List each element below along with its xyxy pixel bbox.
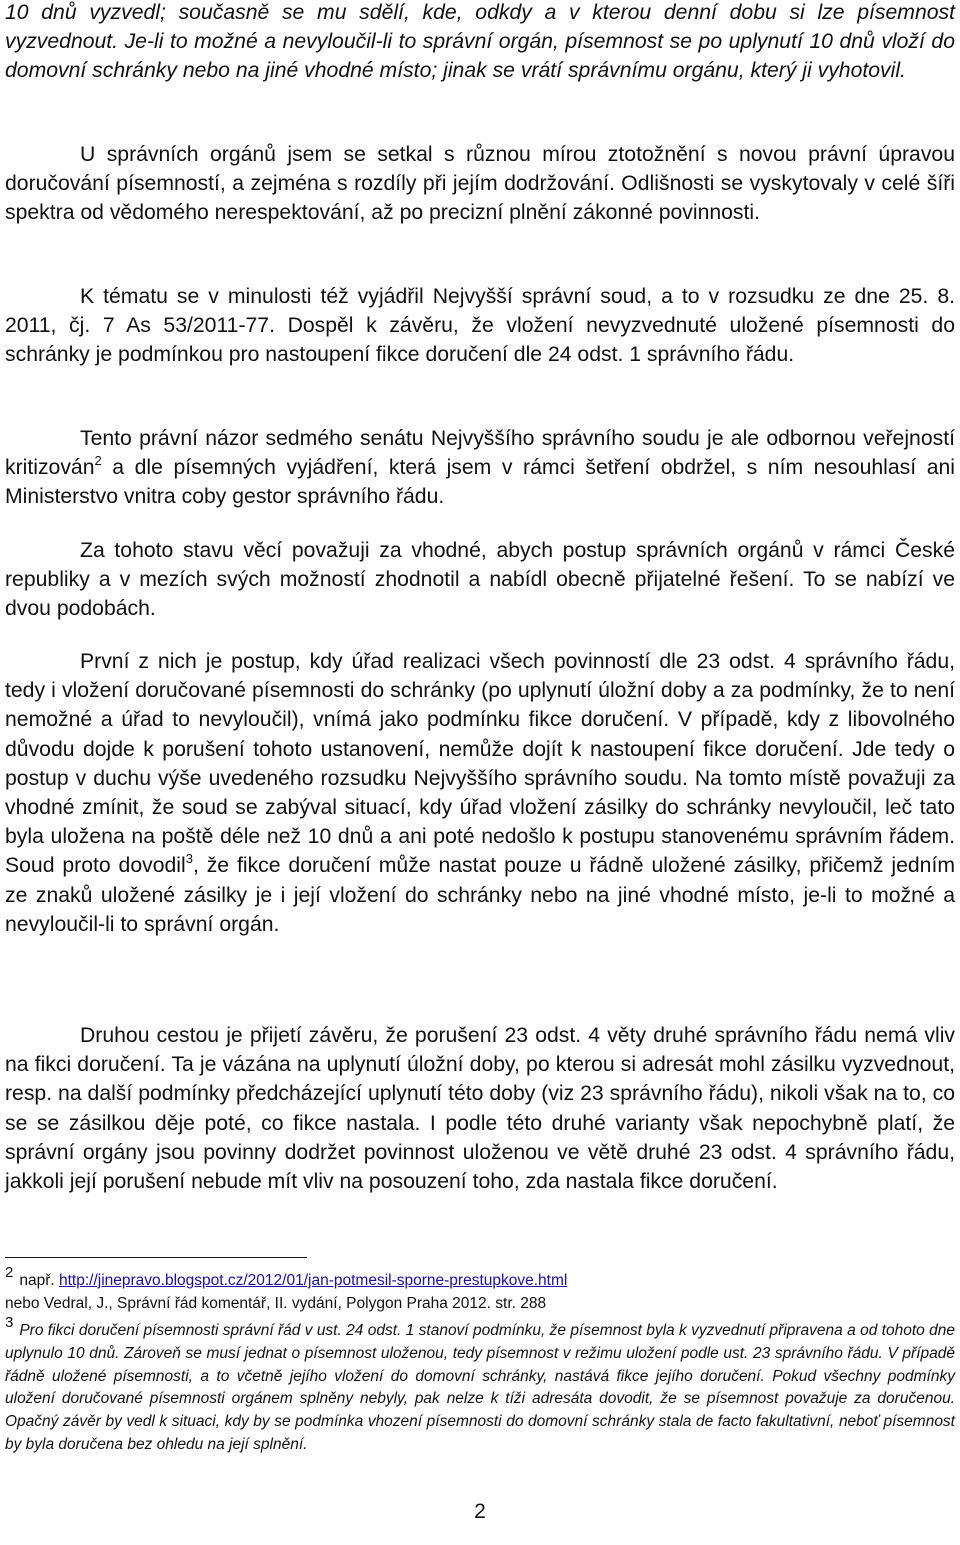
paragraph-authorities-experience: U správních orgánů jsem se setkal s různou mírou ztotožnění s novou právní úpravou doručování písemností, a zejména s rozdíly při jejím dodržování. Odlišnosti se vyskytovaly v celé šíři spektra od vědomého nerespektování, až po precizní plnění zákonné povinnosti.: [5, 143, 955, 225]
footnote-text: Pro fikci doručení písemnosti správní řád v ust. 24 odst. 1 stanoví podmínku, že písemnost byla k vyzvednutí připravena a od tohoto dne uplynulo 10 dnů. Zároveň se musí jednat o písemnost uloženou, tedy písemnost v režimu uložení podle ust. 23 správního řádu. V případě řádně uložené písemnosti, a to včetně jejího vložení do domovní schránky, nastává fikce jejího doručení. Pokud všechny podmínky uložení doručované písemnosti orgánem splněny nebyly, pak nelze k tíži adresáta dovodit, že se písemnost považuje za doručenou. Opačný závěr by vedl k situaci, kdy by se podmínka vhození písemnosti do domovní schránky stala de facto fakultativní, neboť písemnost by byla doručena bez ohledu na její splnění.: [5, 1322, 955, 1453]
paragraph-second-option: Druhou cestou je přijetí závěru, že porušení 23 odst. 4 věty druhé správního řádu nemá vliv na fikci doručení. Ta je vázána na uplynutí úložní doby, po kterou si adresát mohl zásilku vyzvednout, resp. na další podmínky předcházející uplynutí této doby (viz 23 správního řádu), nikoli však na to, co se se zásilkou děje poté, co fikce nastala. I podle této druhé varianty však nepochybně platí, že správní orgány jsou povinny dodržet povinnost uloženou ve větě druhé 23 odst. 4 správního řádu, jakkoli její porušení nebude mít vliv na posouzení toho, zda nastala fikce doručení.: [5, 1024, 955, 1194]
footnote-number: 3: [5, 1314, 14, 1331]
paragraph-solution-intro: Za tohoto stavu věcí považuji za vhodné, abych postup správních orgánů v rámci České republiky a v mezích svých možností zhodnotil a nabídl obecně přijatelné řešení. To se nabízí ve dvou podobách.: [5, 539, 955, 621]
paragraph-text: První z nich je postup, kdy úřad realizaci všech povinností dle 23 odst. 4 správního řádu, tedy i vložení doručované písemnosti do schránky (po uplynutí úložní doby a za podmínky, že to není nemožné a úřad to nevyloučil), vnímá jako podmínku fikce doručení. V případě, kdy z libovolného důvodu dojde k porušení tohoto ustanovení, nemůže dojít k nastoupení fikce doručení. Jde tedy o postup v duchu výše uvedeného rozsudku Nejvyššího správního soudu. Na tomto místě považuji za vhodné zmínit, že soud se zabýval situací, kdy úřad vložení zásilky do schránky nevyloučil, leč tato byla uložena na poště déle než 10 dnů a ani poté nedošlo k postupu stanovenému správním řádem. Soud proto dovodil: [5, 650, 955, 878]
footnote-3: [5, 1314, 955, 1457]
paragraph-court-ruling: K tématu se v minulosti též vyjádřil Nejvyšší správní soud, a to v rozsudku ze dne 25. 8. 2011, čj. 7 As 53/2011-77. Dospěl k závěru, že vložení nevyzvednuté uložené písemnosti do schránky je podmínkou pro nastoupení fikce doručení dle 24 odst. 1 správního řádu.: [5, 285, 955, 367]
footnote-link[interactable]: http://jinepravo.blogspot.cz/2012/01/jan-potmesil-sporne-prestupkove.html: [58, 1272, 568, 1289]
paragraph-first-option: [5, 647, 955, 939]
paragraph-criticism: [5, 424, 955, 512]
footnote-citation: nebo Vedral, J., Správní řád komentář, II. vydání, Polygon Praha 2012. str. 288: [5, 1294, 547, 1312]
paragraph-continued-quote: 10 dnů vyzvedl; současně se mu sdělí, kde, odkdy a v kterou denní dobu si lze písemnost vyzvednout. Je-li to možné a nevyloučil-li to správní orgán, písemnost se po uplynutí 10 dnů vloží do domovní schránky nebo na jiné vhodné místo; jinak se vrátí správnímu orgánu, který ji vyhotovil.: [5, 1, 955, 83]
page-number: 2: [474, 1500, 486, 1523]
paragraph-text: , že fikce doručení může nastat pouze u řádně uložené zásilky, přičemž jedním ze znaků uložené zásilky je i její vložení do schránky nebo na jiné vhodné místo, je-li to možné a nevyloučil-li to správní orgán.: [5, 854, 955, 936]
footnote-reference[interactable]: 3: [185, 851, 193, 867]
footnote-prefix: např.: [19, 1272, 59, 1289]
footnote-2: [5, 1264, 955, 1316]
paragraph-text: a dle písemných vyjádření, která jsem v rámci šetření obdržel, s ním nesouhlasí ani Ministerstvo vnitra coby gestor správního řádu.: [5, 456, 955, 509]
paragraph-text: Tento právní názor sedmého senátu Nejvyššího správního soudu je ale odbornou veřejností kritizován: [5, 427, 955, 480]
footnote-reference[interactable]: 2: [94, 453, 102, 469]
footnote-divider: [5, 1257, 307, 1258]
footnote-number: 2: [5, 1264, 14, 1281]
